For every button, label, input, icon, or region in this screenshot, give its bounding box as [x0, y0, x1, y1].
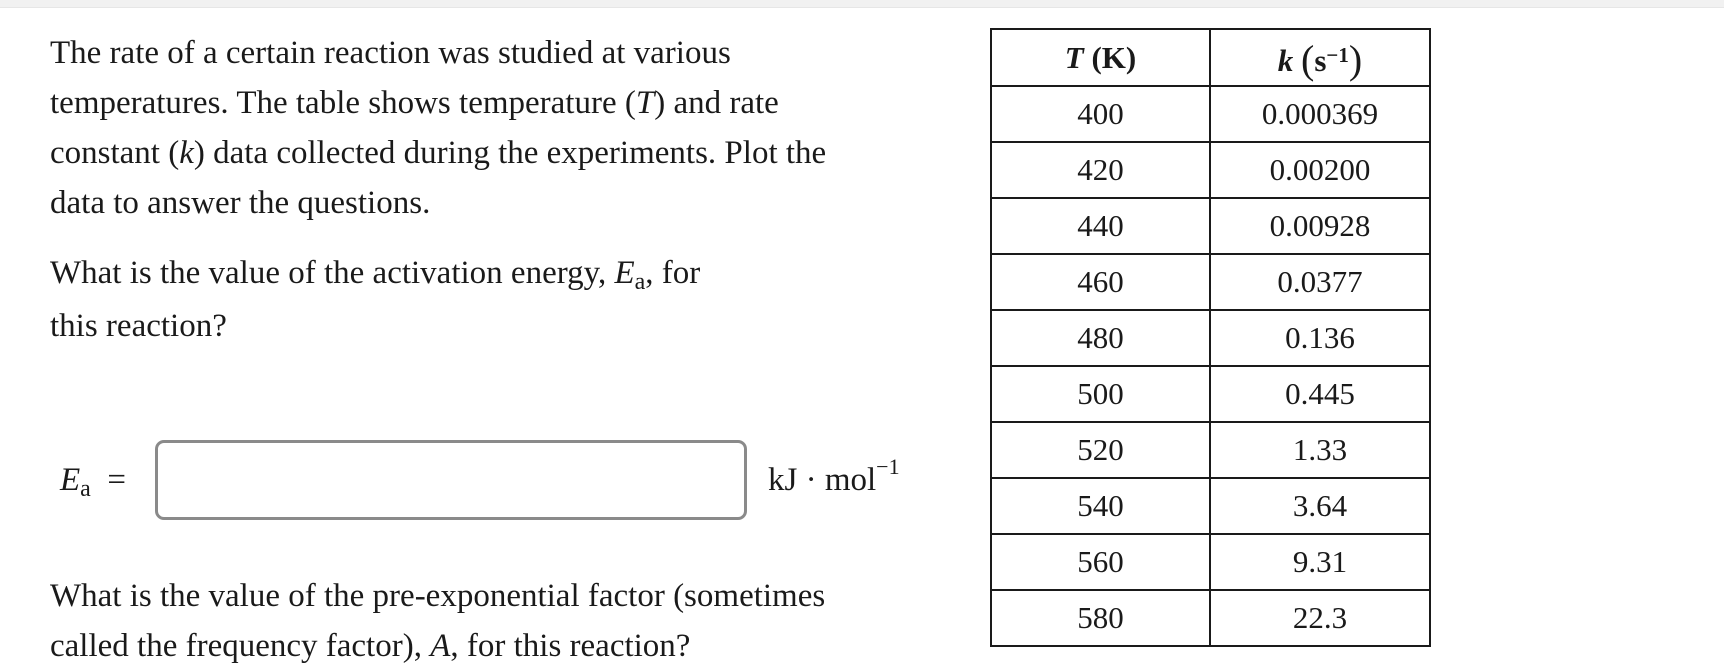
problem-intro — [50, 28, 826, 228]
rate-constant-cell: 3.64 — [1210, 478, 1430, 534]
temperature-variable: T — [635, 85, 655, 121]
ea-label-subscript: a — [80, 476, 91, 502]
table-row — [991, 310, 1430, 366]
rate-constant-cell: 1.33 — [1210, 422, 1430, 478]
header-t-variable: T — [1064, 39, 1084, 75]
a-variable: A — [430, 628, 451, 664]
intro-line-3-end: ) data collected during the experiments. Plot the — [193, 135, 827, 171]
intro-line-2-end: ) and rate — [654, 85, 779, 121]
intro-line-2 — [50, 78, 826, 128]
rate-constant-cell: 0.445 — [1210, 366, 1430, 422]
q2-line-2-end: , for this reaction? — [450, 628, 691, 664]
table-row — [991, 422, 1430, 478]
temperature-rate-table — [990, 28, 1431, 647]
rate-constant-cell: 0.000369 — [1210, 86, 1430, 142]
header-k-unit: s — [1314, 43, 1327, 78]
table-row — [991, 366, 1430, 422]
header-temperature — [991, 29, 1210, 86]
temperature-cell: 420 — [991, 142, 1210, 198]
temperature-cell: 400 — [991, 86, 1210, 142]
rate-constant-cell: 0.00928 — [1210, 198, 1430, 254]
table-row — [991, 198, 1430, 254]
temperature-cell: 540 — [991, 478, 1210, 534]
q1-line-1-text: What is the value of the activation energy, — [50, 255, 615, 291]
q2-line-1: What is the value of the pre-exponential factor (sometimes — [50, 578, 826, 614]
top-border — [0, 0, 1724, 8]
ea-unit — [768, 454, 900, 502]
temperature-cell: 480 — [991, 310, 1210, 366]
table-row — [991, 142, 1430, 198]
table-header-row — [991, 29, 1430, 86]
table-row — [991, 86, 1430, 142]
temperature-cell: 580 — [991, 590, 1210, 646]
question-pre-exponential-factor — [50, 571, 825, 671]
rate-constant-cell: 9.31 — [1210, 534, 1430, 590]
intro-line-3 — [50, 128, 826, 178]
rate-constant-cell: 22.3 — [1210, 590, 1430, 646]
ea-unit-exponent: −1 — [876, 454, 900, 479]
q2-line-2 — [50, 621, 825, 671]
temperature-cell: 560 — [991, 534, 1210, 590]
activation-energy-input[interactable] — [155, 440, 747, 520]
temperature-cell: 440 — [991, 198, 1210, 254]
q2-line-2-text: called the frequency factor), — [50, 628, 431, 664]
ea-subscript: a — [634, 269, 646, 295]
ea-variable: E — [614, 255, 635, 291]
table-row — [991, 590, 1430, 646]
table-row — [991, 254, 1430, 310]
equals-sign: = — [107, 462, 126, 498]
rate-constant-cell: 0.00200 — [1210, 142, 1430, 198]
header-rate-constant — [1210, 29, 1430, 86]
q1-line-2: this reaction? — [50, 308, 227, 344]
intro-line-2-text: temperatures. The table shows temperature ( — [50, 85, 636, 121]
header-k-paren-close: ) — [1348, 37, 1363, 82]
q1-line-1-end: , for — [645, 255, 701, 291]
question-activation-energy — [50, 248, 700, 351]
rate-constant-variable: k — [179, 135, 194, 171]
temperature-cell: 520 — [991, 422, 1210, 478]
header-k-unit-exponent: −1 — [1326, 43, 1349, 67]
header-k-paren-open: ( — [1301, 37, 1315, 82]
temperature-cell: 460 — [991, 254, 1210, 310]
activation-energy-answer-row — [0, 440, 960, 522]
header-t-unit: (K) — [1091, 39, 1137, 75]
ea-label-variable: E — [60, 462, 81, 498]
header-k-variable: k — [1277, 43, 1294, 78]
ea-unit-text: kJ · mol — [768, 462, 877, 498]
intro-line-1: The rate of a certain reaction was studied at various — [50, 35, 731, 71]
rate-constant-cell: 0.0377 — [1210, 254, 1430, 310]
table-row — [991, 534, 1430, 590]
table-body — [991, 86, 1430, 646]
temperature-cell: 500 — [991, 366, 1210, 422]
intro-line-3-text: constant ( — [50, 135, 180, 171]
q1-line-1 — [50, 248, 700, 301]
intro-line-4: data to answer the questions. — [50, 185, 431, 221]
table-row — [991, 478, 1430, 534]
rate-constant-cell: 0.136 — [1210, 310, 1430, 366]
ea-input-label — [60, 458, 126, 505]
